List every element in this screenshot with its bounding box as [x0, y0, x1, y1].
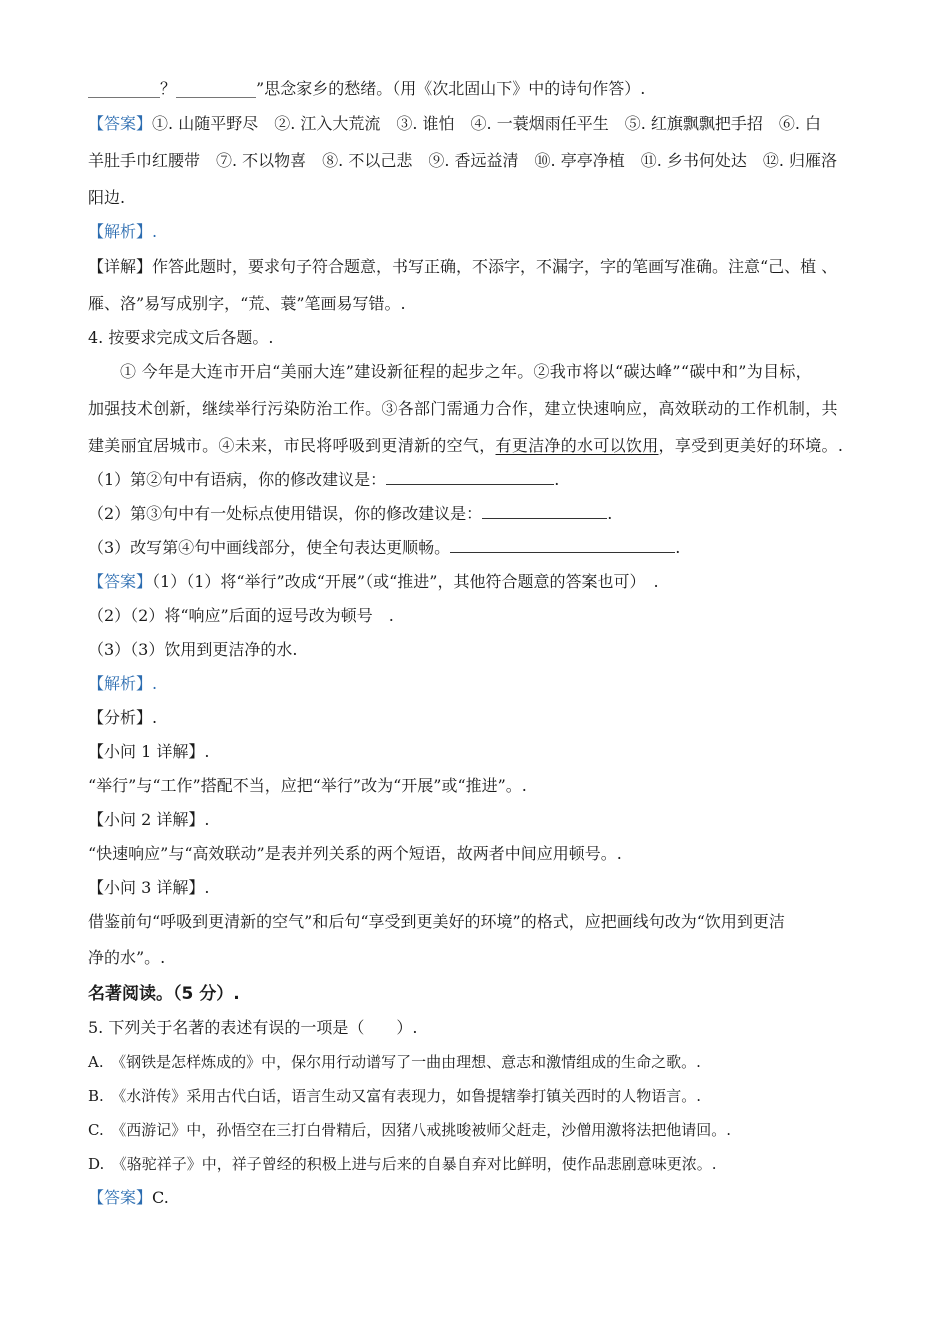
section-title: 名著阅读。（5 分）.	[88, 984, 240, 1004]
q4-title: 4. 按要求完成文后各题。.	[88, 328, 274, 347]
q4-sub3-detail-tag: 【小问 3 详解】.	[88, 878, 210, 897]
q4-sub1: （1）第②句中有语病，你的修改建议是： .	[88, 470, 560, 489]
question-mark: ？	[160, 79, 177, 98]
answer-blank: __________	[176, 79, 257, 98]
q4-sub1-detail-tag: 【小问 1 详解】.	[88, 742, 210, 761]
q4-analysis-tag: 【解析】.	[88, 674, 158, 693]
answer-blank	[386, 470, 554, 485]
q4-answer-line-1	[88, 571, 880, 593]
q3-answer-line-3: 阳边.	[88, 188, 126, 207]
answer-blank	[482, 504, 607, 519]
passage-text: ，享受到更美好的环境。.	[658, 436, 844, 455]
passage-line-1: ① 今年是大连市开启“美丽大连”建设新征程的起步之年。②我市将以“碳达峰”“碳中和”为目标，	[120, 362, 812, 381]
answer-tag: 【答案】	[88, 1188, 153, 1207]
q5-option-d: D. 《骆驼祥子》中，祥子曾经的积极上进与后来的自暴自弃对比鲜明，使作品悲剧意味更浓。.	[88, 1155, 717, 1173]
answer-blank: _________	[88, 79, 160, 98]
q4-sub3-detail-line-2: 净的水”。.	[88, 948, 166, 967]
q4-sub2: （2）第③句中有一处标点使用错误，你的修改建议是： .	[88, 504, 613, 523]
q5-stem: 5. 下列关于名著的表述有误的一项是（ ）.	[88, 1018, 418, 1037]
q4-fenxi-tag: 【分析】.	[88, 708, 158, 727]
passage-text: 建美丽宜居城市。④未来，市民将呼吸到更清新的空气，	[88, 436, 496, 455]
q5-option-a: A. 《钢铁是怎样炼成的》中，保尔用行动谱写了一曲由理想、意志和激情组成的生命之歌。.	[88, 1053, 701, 1071]
q4-answer-line-2: （2）（2）将“响应”后面的逗号改为顿号 .	[88, 606, 394, 625]
q3-answer-line-2: 羊肚手巾红腰带 ⑦. 不以物喜 ⑧. 不以己悲 ⑨. 香远益清 ⑩. 亭亭净植 ⑪. 乡书何处达 ⑫. 归雁洛	[88, 151, 838, 170]
fill-blank-line	[88, 78, 880, 100]
answer-text: ①. 山随平野尽 ②. 江入大荒流 ③. 谁怕 ④. 一蓑烟雨任平生 ⑤. 红旗飘飘把手招 ⑥. 白	[152, 114, 822, 133]
sub-question: （3）改写第④句中画线部分，使全句表达更顺畅。	[88, 538, 451, 557]
q4-sub3-detail-line-1: 借鉴前句“呼吸到更清新的空气”和后句“享受到更美好的环境”的格式，应把画线句改为“饮用到更洁	[88, 912, 785, 931]
q5-option-b: B. 《水浒传》采用古代白话，语言生动又富有表现力，如鲁提辖拳打镇关西时的人物语言。.	[88, 1087, 702, 1105]
answer-tag: 【答案】	[88, 114, 153, 133]
q4-sub2-detail: “快速响应”与“高效联动”是表并列关系的两个短语，故两者中间应用顿号。.	[88, 844, 622, 863]
q4-answer-line-3: （3）（3）饮用到更洁净的水.	[88, 640, 298, 659]
underlined-sentence: 有更洁净的水可以饮用	[495, 436, 659, 455]
q5-option-c: C. 《西游记》中，孙悟空在三打白骨精后，因猪八戒挑唆被师父赶走，沙僧用激将法把他请回。.	[88, 1121, 731, 1139]
sub-question: （1）第②句中有语病，你的修改建议是：	[88, 470, 387, 489]
answer-text: （1）（1）将“举行”改成“开展”（或“推进”，其他符合题意的答案也可） .	[152, 572, 659, 591]
q3-analysis-tag: 【解析】.	[88, 222, 158, 241]
sub-question: （2）第③句中有一处标点使用错误，你的修改建议是：	[88, 504, 483, 523]
prompt-text: ”思念家乡的愁绪。（用《次北固山下》中的诗句作答）.	[256, 79, 646, 98]
answer-tag: 【答案】	[88, 572, 153, 591]
q3-detail-line-2: 雁、洛”易写成别字，“荒、蓑”笔画易写错。.	[88, 294, 406, 313]
q3-answer-line-1	[88, 113, 880, 135]
answer-blank	[450, 538, 675, 553]
passage-line-2: 加强技术创新，继续举行污染防治工作。③各部门需通力合作，建立快速响应，高效联动的工作机制，共	[88, 399, 838, 418]
answer-text: C.	[152, 1188, 169, 1207]
q4-sub1-detail: “举行”与“工作”搭配不当，应把“举行”改为“开展”或“推进”。.	[88, 776, 527, 795]
q3-detail-line-1: 【详解】作答此题时，要求句子符合题意，书写正确，不添字，不漏字，字的笔画写准确。注意“己、植 、	[88, 257, 838, 276]
q4-sub3: （3）改写第④句中画线部分，使全句表达更顺畅。 .	[88, 538, 681, 557]
q5-answer	[88, 1187, 880, 1209]
q4-sub2-detail-tag: 【小问 2 详解】.	[88, 810, 210, 829]
passage-line-3	[88, 435, 880, 457]
